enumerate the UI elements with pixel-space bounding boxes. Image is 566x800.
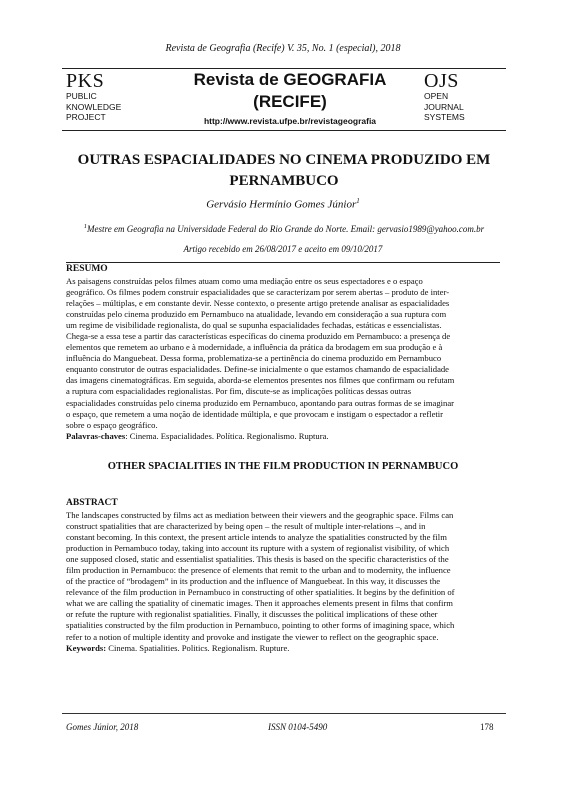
masthead-bottom-rule — [62, 130, 506, 131]
author-footnote-mark: 1 — [356, 197, 360, 205]
resumo-body — [66, 276, 500, 442]
pks-line: KNOWLEDGE — [66, 101, 122, 112]
abstract-line: one supposed closed, static and essentialist spatialities. This thesis is based on the specific characteristics of the — [66, 554, 449, 565]
ojs-logo — [424, 71, 504, 123]
affiliation-footnote-mark: 1 — [83, 223, 88, 230]
journal-title-block — [158, 70, 422, 126]
resumo-line: sobre o espaço geográfico. — [66, 419, 158, 430]
journal-masthead — [62, 68, 506, 132]
abstract-line: production in Pernambuco today, taking into account its rupture with a system of regionalist visibility, of which — [66, 543, 450, 554]
pks-line: PROJECT — [66, 112, 106, 122]
journal-title: Revista de GEOGRAFIA — [193, 70, 387, 89]
footer-rule — [62, 713, 506, 714]
pks-acronym: PKS — [66, 70, 105, 92]
ojs-acronym: OJS — [424, 70, 459, 92]
running-header: Revista de Geografia (Recife) V. 35, No. 1 (especial), 2018 — [165, 43, 401, 54]
journal-url[interactable]: http://www.revista.ufpe.br/revistageografia — [203, 116, 377, 126]
abstract-keywords — [66, 643, 500, 654]
article-title — [62, 150, 506, 192]
resumo-line: elementos que remetem ao urbano e à modernidade, a influência da prática da brodagem em sua produção e à — [66, 342, 443, 353]
resumo-line: enquanto construtor de outras espacialidades. Define-se inicialmente o que estamos chamando de espacialidade — [66, 364, 449, 375]
author-affiliation — [62, 223, 506, 234]
resumo-line: Chega-se a essa tese a partir das características específicas do cinema produzido em Pernambuco: a presença de — [66, 331, 451, 342]
resumo-line: a ruptura com espacialidades regionalistas. Por fim, discute-se as implicações políticas dessas outras — [66, 386, 412, 397]
page-number: 178 — [480, 722, 494, 732]
resumo-keywords-list: : Cinema. Espacialidades. Política. Regionalismo. Ruptura. — [125, 430, 329, 441]
resumo-line: das imagens cinematográficas. Em seguida, aborda-se elementos presentes nos filmes que confirmam ou refutam — [66, 375, 455, 386]
resumo-heading: RESUMO — [66, 264, 108, 274]
abstract-line: constant becoming. In this context, the present article intends to analyze the spatialities constructed by the film — [66, 532, 447, 543]
resumo-line: espacialidades construídas pelo cinema produzido em Pernambuco, apontando para outras formas de se imaginar — [66, 397, 455, 408]
ojs-line: SYSTEMS — [424, 112, 465, 122]
abstract-line: construct spatialities that are characterized by being open – the result of multiple inter-relations –, and in — [66, 521, 426, 532]
footer-issn: ISSN 0104-5490 — [268, 722, 328, 732]
resumo-line: relações – múltiplas, e em constante devir. Nesse contexto, o presente artigo pretende analisar as espacialidades — [66, 298, 450, 309]
author-name — [0, 197, 566, 211]
abstract-line: The landscapes constructed by films act as mediation between their viewers and the geographic space. Films can — [66, 510, 454, 520]
abstract-line: spatialities constructed by the film production in Pernambuco, pointing to other forms of imagining space, which — [66, 620, 455, 631]
abstract-keywords-list: Cinema. Spatialities. Politics. Regionalism. Rupture. — [106, 642, 290, 653]
resumo-line: o espaço, que remetem a uma noção de identidade múltipla, e que provocam e instigam o espectador a refletir — [66, 408, 444, 419]
resumo-line: geográfico. Os filmes podem construir espacialidades que se caracterizam por serem abertas – produto de inter- — [66, 287, 450, 298]
abstract-line: or refute the rupture with regionalist spatialities. Finally, it discusses the political implications of these other — [66, 609, 438, 620]
affiliation-text: Mestre em Geografia na Universidade Federal do Rio Grande do Norte. Email: gervasio1989@yahoo.com.br — [87, 224, 485, 234]
journal-subtitle: (RECIFE) — [253, 92, 327, 111]
english-title: OTHER SPACIALITIES IN THE FILM PRODUCTION IN PERNAMBUCO — [107, 461, 459, 472]
footer-citation: Gomes Júnior, 2018 — [66, 722, 139, 732]
abstract-line: refer to a notion of multiple identity and provoke and instigate the viewer to reflect on the geographic space. — [66, 631, 439, 642]
author-text: Gervásio Hermínio Gomes Júnior — [206, 198, 357, 211]
resumo-line: As paisagens construídas pelos filmes atuam como uma mediação entre os seus espectadores e o espaço — [66, 276, 423, 286]
resumo-keywords-label: Palavras-chaves — [66, 430, 126, 441]
abstract-line: of the practice of “brodagem” in its production and the influence of Manguebeat. In this way, it discusses the — [66, 576, 441, 587]
abstract-body — [66, 510, 500, 654]
abstract-line: what we are calling the spatiality of cinematic images. Then it approaches elements present in films that confirm — [66, 598, 453, 609]
abstract-keywords-label: Keywords: — [66, 642, 107, 653]
pkp-logo — [66, 71, 146, 123]
received-dates: Artigo recebido em 26/08/2017 e aceito em 09/10/2017 — [183, 244, 383, 254]
abstract-line: film production in Pernambuco: the presence of elements that remit to the urban and to modernity, the influence — [66, 565, 451, 576]
resumo-line: um regime de visibilidade regionalista, do qual se supunha espacialidades fechadas, estáticas e essencialistas. — [66, 320, 442, 331]
ojs-line: JOURNAL — [424, 101, 464, 112]
ojs-line: OPEN — [424, 91, 449, 101]
resumo-line: influência do Manguebeat. Dessa forma, problematiza-se a pertinência do cinema produzido em Pernambuco — [66, 353, 442, 364]
resumo-rule — [66, 262, 500, 263]
abstract-line: relevance of the film production in Pernambuco in constructing of other spatialities. It begins by the definition of — [66, 587, 455, 598]
pks-line: PUBLIC — [66, 91, 97, 101]
resumo-keywords — [66, 431, 500, 442]
resumo-line: construídas pelo cinema produzido em Pernambuco na atualidade, levando em consideração a sua ruptura com — [66, 309, 447, 320]
article-title-line: OUTRAS ESPACIALIDADES NO CINEMA PRODUZIDO EM — [77, 152, 491, 168]
abstract-heading: ABSTRACT — [66, 498, 118, 508]
article-title-line: PERNAMBUCO — [229, 173, 339, 189]
